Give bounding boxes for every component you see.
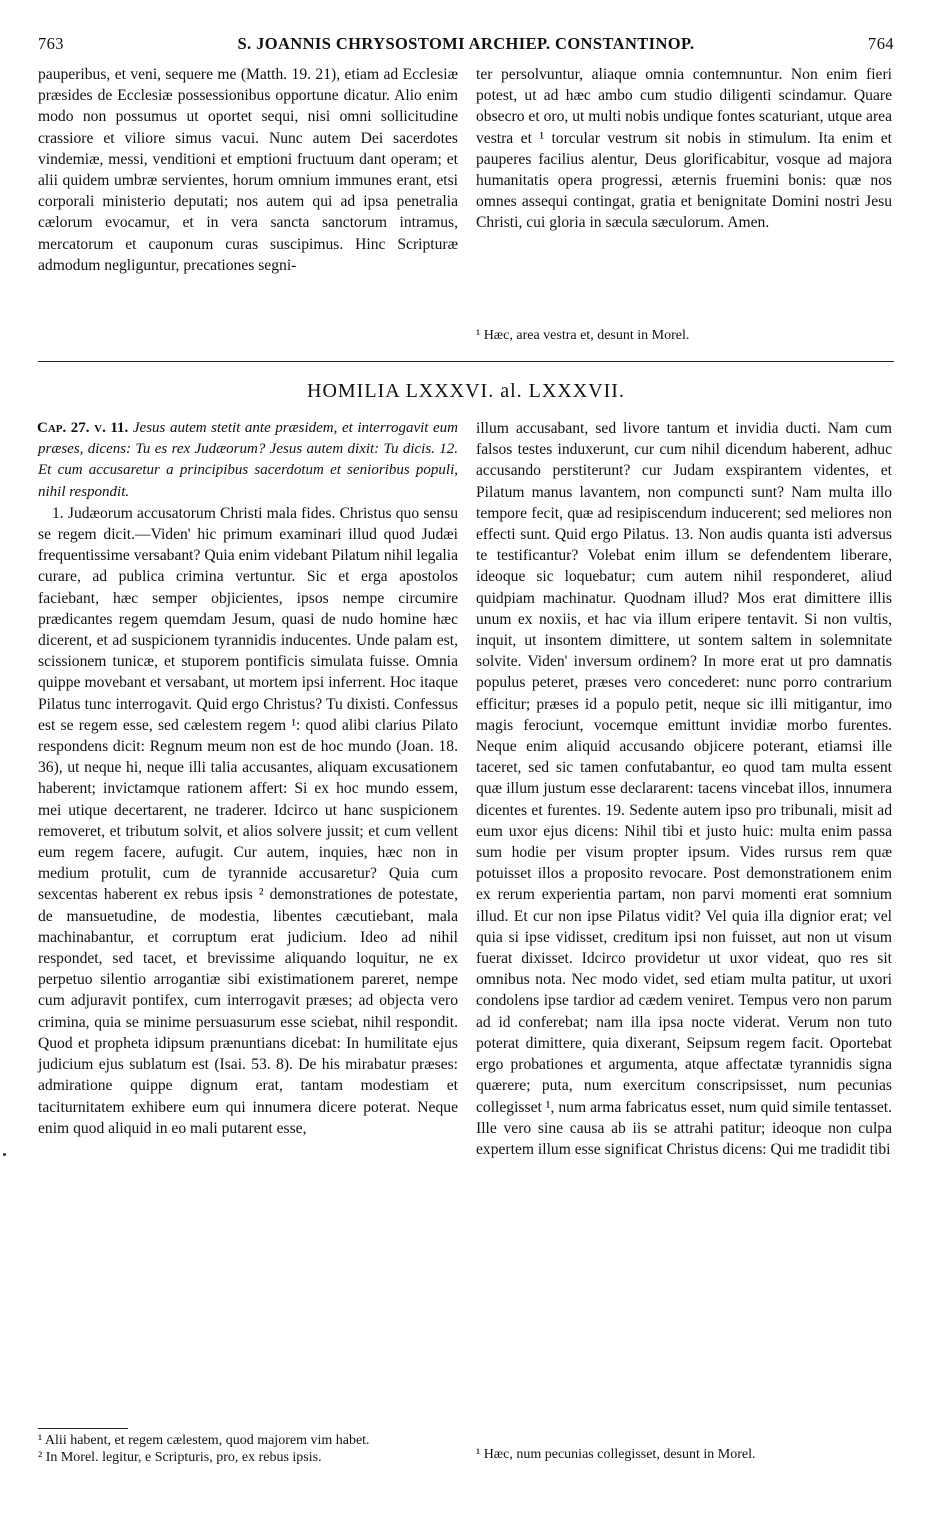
top-column-right <box>476 64 892 234</box>
top-footnote: ¹ Hæc, area vestra et, desunt in Morel. <box>476 328 690 343</box>
section-divider <box>38 361 894 362</box>
page-number-left: 763 <box>38 34 64 53</box>
main-column-right <box>476 418 892 1160</box>
footnote-left-1: ¹ Alii habent, et regem cælestem, quod majorem vim habet. <box>38 1433 370 1448</box>
footnote-divider <box>38 1428 128 1429</box>
footnote-left-2: ² In Morel. legitur, e Scripturis, pro, ex rebus ipsis. <box>38 1450 322 1465</box>
footnote-right-1: ¹ Hæc, num pecunias collegisset, desunt in Morel. <box>476 1447 756 1462</box>
chapter-reference: Cap. 27. v. 11. <box>37 420 129 436</box>
main-column-left <box>38 418 458 1139</box>
running-header <box>38 34 894 58</box>
top-column-left-text: pauperibus, et veni, sequere me (Matth. 19. 21), etiam ad Ecclesiæ præsides de Ecclesiæ possessionibus opportune dicatur. Alio enim modo non possumus ut oportet sequi, nisi omni sollicitudine crassiore et viliore simus vacui. Nunc autem Dei sacerdotes vindemiæ, messi, venditioni et emptioni fructuum dant operam; et alii quidem umbræ servientes, horum omnium immunes erant, etsi corporali ministerio deputati; nos autem qui ad ipsa penetralia cælorum evocamur, et in vera sancta sanctorum intramus, mercatorum et cauponum curas suscipimus. Hinc Scripturæ admodum negliguntur, precationes segni- <box>38 66 458 274</box>
margin-speck <box>3 1153 6 1156</box>
main-column-left-text: 1. Judæorum accusatorum Christi mala fides. Christus quo sensu se regem dicit.—Viden' hic primum examinari illud quod Judæi frequentissime versabant? Quia enim videbant Pilatum nihil legalia curare, ad publica crimina vertuntur. Sic et erga apostolos faciebant, hæc semper objicientes, ipsos nempe circumire prædicantes regem quemdam Jesum, quasi de nudo homine hæc dicerent, et ad suspicionem tyrannidis inducentes. Unde palam est, scissionem tunicæ, et stuporem pontificis simulata fuisse. Omnia quippe movebant et versabant, ut mortem ipsi inferrent. Hoc itaque Pilatus tunc interrogavit. Quid ergo Christus? Tu dixisti. Confessus est se regem esse, sed cælestem regem ¹: quod alibi clarius Pilato respondens dicit: Regnum meum non est de hoc mundo (Joan. 18. 36), ut neque hi, neque illi talia accusantes, aliquam excusationem haberent; invictamque rationem affert: Si ex hoc mundo essem, mei utique decertarent, ne traderer. Idcirco ut hanc suspicionem removeret, et tributum solvit, et alios solvere jussit; et cum vellent eum regem facere, aufugit. Cur autem, inquies, hæc non in medium protulit, cum de tyrannide accusaretur? Quia cum sexcentas haberent ex rebus ipsis ² demonstrationes de potestate, de mansuetudine, de modestia, libentes cæcutiebant, mala machinabantur, et corruptum erat judicium. Ideo ad nihil respondet, sed tacet, et brevissime aliquando loquitur, ne ex perpetuo silentio arrogantiæ sibi existimationem pareret, nempe cum adjuravit pontifex, cum interrogavit præses; ad objecta vero crimina, quia se minime persuasurum esse sciebat, nihil respondit. Quod et propheta idipsum prænuntians dicebat: In humilitate ejus judicium ejus sublatum est (Isai. 53. 8). De his mirabatur præses: admiratione quippe dignum erat, tantam modestiam et taciturnitatem exhibere eum qui innumera dicere poterat. Neque enim quod aliquid in eo mali putarent esse, <box>38 504 458 1137</box>
top-column-right-text: ter persolvuntur, aliaque omnia contemnuntur. Non enim fieri potest, ut ad hæc ambo cum studio diligenti scindamur. Quare obsecro et oro, ut multi nobis undique fontes scaturiant, utque area vestra et ¹ torcular vestrum sit nobis in stimulum. Ita enim et pauperes facilius alentur, Deus glorificabitur, vosque ad majora humanitatis opera progressi, æternis fruemini bonis: quæ nos omnes assequi contingat, gratia et benignitate Domini nostri Jesu Christi, cui gloria in sæcula sæculorum. Amen. <box>476 66 892 232</box>
homily-title: HOMILIA LXXXVI. al. LXXXVII. <box>307 380 625 402</box>
page-number-right: 764 <box>868 34 894 53</box>
footnotes-right <box>476 1446 892 1463</box>
top-column-left <box>38 64 458 276</box>
scripture-intro-text: Jesus autem stetit ante præsidem, et interrogavit eum præses, dicens: Tu es rex Judæorum? Jesus autem dixit: Tu dicis. 12. Et cum accusaretur a principibus sacerdotum et senioribus populi, nihil respondit. <box>38 420 458 500</box>
main-column-right-text: illum accusabant, sed livore tantum et invidia ducti. Nam cum falsos testes induxerunt, cur cum nihil dicendum haberent, adhuc accusando perstiterunt? cur Judam exspirantem videntes, et Pilatum manus lavantem, non compuncti sunt? Nam multa illo tempore fecit, quæ ad resipiscendum inducerent; sed meliores non effecti sunt. Quid ergo Pilatus. 13. Non audis quanta isti adversus te testificantur? Volebat enim illum se defendentem liberare, ideoque sic loquebatur; cum autem nihil responderet, aliud quidpiam machinatur. Quodnam illud? Mos erat dimittere illis unum ex noxiis, et hac via illum eripere tentavit. Si non vultis, inquit, ut insontem dimittere, ut sontem saltem in solemnitate solvite. Viden' inversum ordinem? In more erat ut pro damnatis populus peteret, præses vero concederet: nunc porro contrarium efficitur; præses id a populo petit, neque sic illi mitigantur, imo magis ferociunt, vocemque emittunt invidiæ morbo furentes. Neque enim aliquid accusando objicere poterant, etiamsi ille taceret, sed sic tamen confutabantur, eo quod tam multa essent quæ illum justum esse declararent: tacens vincebat illos, innumera dicentes et furentes. 19. Sedente autem ipso pro tribunali, misit ad eum uxor ejus dicens: Nihil tibi et justo huic: multa enim passa sum hodie per visum propter ipsum. Vides rursus rem quæ potuisset illos a proposito revocare. Post demonstrationem enim ex rerum experientia partam, non parvi momenti erat somnium illud. Et cur non ipse Pilatus vidit? Vel quia illa dignior erat; vel quia si ipse vidisset, creditum ipsi non fuisset, aut non ut visum fuerat dixisset. Idcirco providetur ut uxor videat, quo res sit omnibus nota. Nec modo videt, sed etiam multa patitur, ut uxori condolens ipse tardior ad cædem veniret. Tempus vero non parum ad id conferebat; nam illa ipsa nocte viderat. Verum non tuto poterat dimittere, quia dixerant, Seipsum regem facit. Oportebat ergo probationes et argumenta, atque affectatæ tyrannidis signa quærere; puta, num exercitum conscripsisset, num pecunias collegisset ¹, num arma fabricatus esset, num quid simile tentasset. Ille vero sine causa ab iis se attrahi patitur; ideoque non culpa expertem illum esse significat Christus dicens: Qui me tradidit tibi <box>476 420 892 1158</box>
running-title: S. JOANNIS CHRYSOSTOMI ARCHIEP. CONSTANTINOP. <box>237 34 695 53</box>
scripture-intro <box>38 418 458 503</box>
footnotes-left <box>38 1432 458 1466</box>
